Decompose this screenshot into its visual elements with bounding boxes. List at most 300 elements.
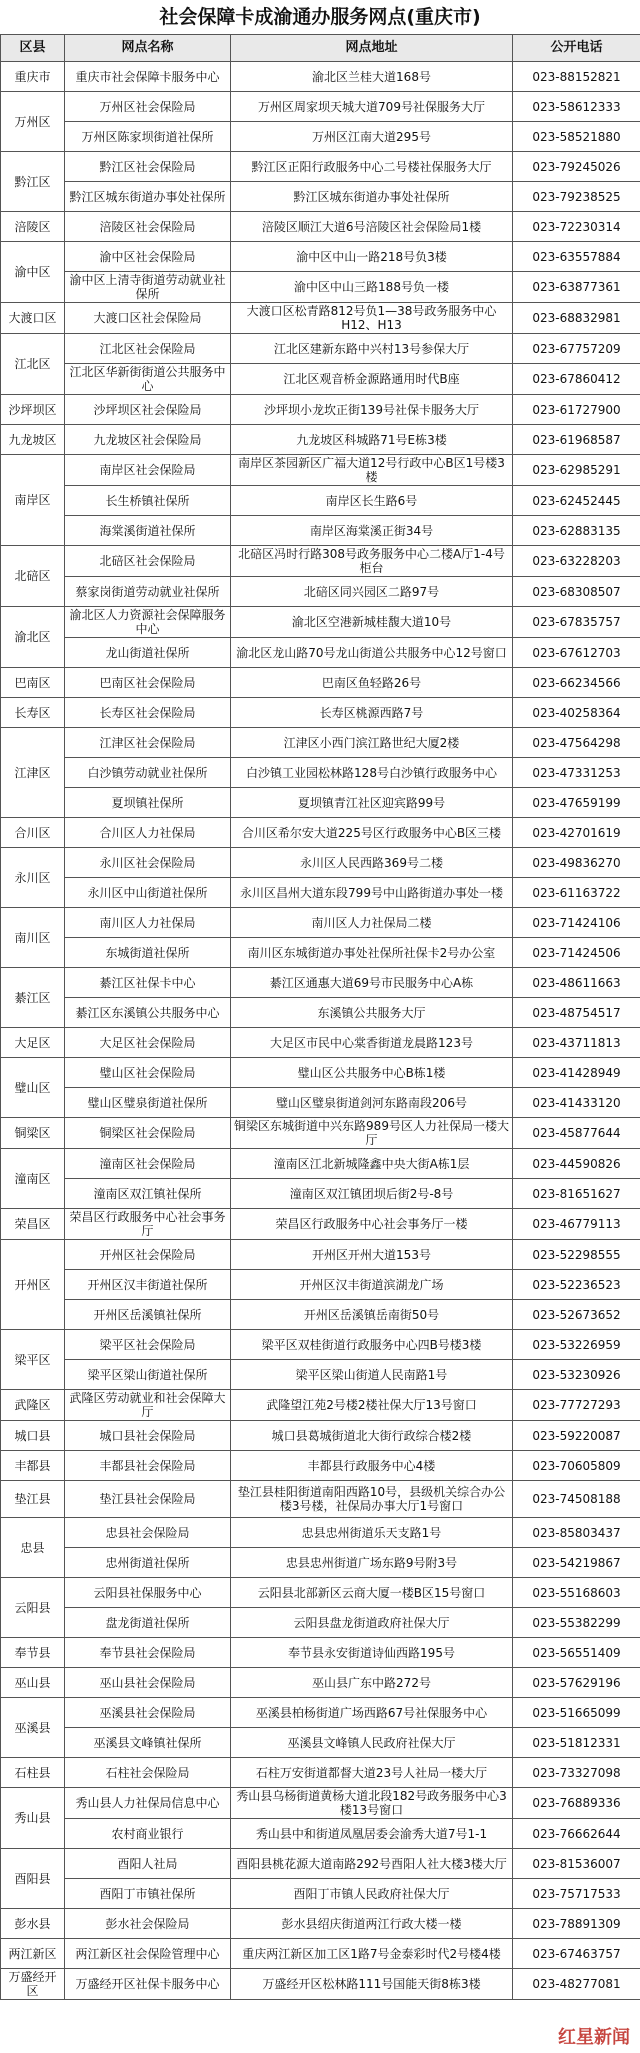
table-row — [1, 546, 640, 577]
cell-phone: 023-47564298 — [513, 728, 640, 758]
cell-outlet-name: 巴南区社会保险局 — [65, 668, 231, 698]
cell-district: 南川区 — [1, 908, 65, 968]
table-row — [1, 1390, 640, 1421]
cell-phone: 023-63557884 — [513, 242, 640, 272]
cell-outlet-address: 渝北区龙山路70号龙山街道公共服务中心12号窗口 — [231, 638, 513, 668]
table-row — [1, 1179, 640, 1209]
cell-district: 万盛经开区 — [1, 1969, 65, 2000]
cell-outlet-name: 忠县社会保险局 — [65, 1518, 231, 1548]
cell-district: 开州区 — [1, 1240, 65, 1330]
cell-outlet-name: 九龙坡区社会保险局 — [65, 425, 231, 455]
cell-district: 铜梁区 — [1, 1118, 65, 1149]
cell-outlet-address: 万州区周家坝天城大道709号社保服务大厅 — [231, 92, 513, 122]
cell-outlet-address: 奉节县永安街道诗仙西路195号 — [231, 1638, 513, 1668]
cell-phone: 023-67860412 — [513, 364, 640, 395]
table-row — [1, 1728, 640, 1758]
cell-district: 大渡口区 — [1, 303, 65, 334]
cell-outlet-address: 南岸区长生路6号 — [231, 486, 513, 516]
table-row — [1, 698, 640, 728]
cell-phone: 023-85803437 — [513, 1518, 640, 1548]
cell-phone: 023-55168603 — [513, 1578, 640, 1608]
cell-outlet-name: 璧山区社会保险局 — [65, 1058, 231, 1088]
cell-phone: 023-81536007 — [513, 1849, 640, 1879]
cell-outlet-name: 大渡口区社会保险局 — [65, 303, 231, 334]
table-row — [1, 122, 640, 152]
table-row — [1, 1300, 640, 1330]
cell-outlet-address: 南川区东城街道办事处社保所社保卡2号办公室 — [231, 938, 513, 968]
cell-phone: 023-63228203 — [513, 546, 640, 577]
table-row — [1, 1548, 640, 1578]
cell-phone: 023-47331253 — [513, 758, 640, 788]
cell-outlet-name: 城口县社会保险局 — [65, 1421, 231, 1451]
cell-outlet-name: 江北区华新街街道公共服务中心 — [65, 364, 231, 395]
cell-outlet-address: 江津区小西门滨江路世纪大厦2楼 — [231, 728, 513, 758]
cell-phone: 023-63877361 — [513, 272, 640, 303]
cell-outlet-name: 黔江区城东街道办事处社保所 — [65, 182, 231, 212]
cell-district: 酉阳县 — [1, 1849, 65, 1909]
cell-outlet-address: 武隆望江苑2号楼2楼社保大厅13号窗口 — [231, 1390, 513, 1421]
table-row — [1, 577, 640, 607]
cell-district: 奉节县 — [1, 1638, 65, 1668]
table-row — [1, 1270, 640, 1300]
cell-outlet-name: 璧山区璧泉街道社保所 — [65, 1088, 231, 1118]
cell-outlet-name: 酉阳人社局 — [65, 1849, 231, 1879]
cell-phone: 023-72230314 — [513, 212, 640, 242]
cell-phone: 023-73327098 — [513, 1758, 640, 1788]
table-row — [1, 395, 640, 425]
table-row — [1, 1421, 640, 1451]
cell-outlet-address: 彭水县绍庆街道两江行政大楼一楼 — [231, 1909, 513, 1939]
cell-district: 荣昌区 — [1, 1209, 65, 1240]
cell-outlet-address: 酉阳丁市镇人民政府社保大厅 — [231, 1879, 513, 1909]
cell-outlet-name: 万州区社会保险局 — [65, 92, 231, 122]
table-row — [1, 182, 640, 212]
table-row — [1, 1578, 640, 1608]
cell-district: 云阳县 — [1, 1578, 65, 1638]
table-row — [1, 1638, 640, 1668]
header-outlet-address: 网点地址 — [231, 35, 513, 62]
cell-outlet-name: 巫溪县文峰镇社保所 — [65, 1728, 231, 1758]
table-row — [1, 1969, 640, 2000]
table-row — [1, 1909, 640, 1939]
table-row — [1, 303, 640, 334]
cell-phone: 023-53226959 — [513, 1330, 640, 1360]
cell-outlet-name: 彭水社会保险局 — [65, 1909, 231, 1939]
cell-phone: 023-41428949 — [513, 1058, 640, 1088]
table-row — [1, 1758, 640, 1788]
cell-phone: 023-79245026 — [513, 152, 640, 182]
table-row — [1, 364, 640, 395]
cell-outlet-address: 北碚区同兴园区二路97号 — [231, 577, 513, 607]
cell-district: 城口县 — [1, 1421, 65, 1451]
cell-outlet-name: 荣昌区行政服务中心社会事务厅 — [65, 1209, 231, 1240]
cell-outlet-name: 万州区陈家坝街道社保所 — [65, 122, 231, 152]
cell-outlet-address: 铜梁区东城街道中兴东路989号区人力社保局一楼大厅 — [231, 1118, 513, 1149]
table-row — [1, 1698, 640, 1728]
cell-district: 潼南区 — [1, 1149, 65, 1209]
cell-outlet-address: 云阳县盘龙街道政府社保大厅 — [231, 1608, 513, 1638]
cell-outlet-address: 綦江区通惠大道69号市民服务中心A栋 — [231, 968, 513, 998]
cell-phone: 023-51665099 — [513, 1698, 640, 1728]
cell-outlet-address: 开州区开州大道153号 — [231, 1240, 513, 1270]
cell-outlet-name: 北碚区社会保险局 — [65, 546, 231, 577]
table-row — [1, 1849, 640, 1879]
cell-outlet-name: 万盛经开区社保卡服务中心 — [65, 1969, 231, 2000]
cell-phone: 023-59220087 — [513, 1421, 640, 1451]
cell-phone: 023-41433120 — [513, 1088, 640, 1118]
cell-outlet-address: 江北区观音桥金源路通用时代B座 — [231, 364, 513, 395]
cell-district: 巴南区 — [1, 668, 65, 698]
cell-outlet-address: 黔江区城东街道办事处社保所 — [231, 182, 513, 212]
table-row — [1, 938, 640, 968]
cell-outlet-name: 黔江区社会保险局 — [65, 152, 231, 182]
table-row — [1, 455, 640, 486]
cell-outlet-name: 龙山街道社保所 — [65, 638, 231, 668]
cell-phone: 023-40258364 — [513, 698, 640, 728]
table-row — [1, 1209, 640, 1240]
cell-outlet-name: 永川区中山街道社保所 — [65, 878, 231, 908]
table-row — [1, 1668, 640, 1698]
cell-phone: 023-67612703 — [513, 638, 640, 668]
cell-outlet-name: 南岸区社会保险局 — [65, 455, 231, 486]
cell-outlet-address: 梁平区梁山街道人民南路1号 — [231, 1360, 513, 1390]
cell-phone: 023-68308507 — [513, 577, 640, 607]
cell-outlet-address: 大足区市民中心棠香街道龙晨路123号 — [231, 1028, 513, 1058]
cell-outlet-address: 北碚区冯时行路308号政务服务中心二楼A厅1-4号柜台 — [231, 546, 513, 577]
cell-phone: 023-55382299 — [513, 1608, 640, 1638]
cell-outlet-address: 酉阳县桃花源大道南路292号酉阳人社大楼3楼大厅 — [231, 1849, 513, 1879]
cell-outlet-address: 南岸区茶园新区广福大道12号行政中心B区1号楼3楼 — [231, 455, 513, 486]
cell-district: 九龙坡区 — [1, 425, 65, 455]
cell-phone: 023-77727293 — [513, 1390, 640, 1421]
cell-phone: 023-79238525 — [513, 182, 640, 212]
cell-outlet-name: 丰都县社会保险局 — [65, 1451, 231, 1481]
cell-outlet-address: 南川区人力社保局二楼 — [231, 908, 513, 938]
table-row — [1, 92, 640, 122]
cell-district: 重庆市 — [1, 62, 65, 92]
cell-phone: 023-78891309 — [513, 1909, 640, 1939]
cell-outlet-address: 巫山县广东中路272号 — [231, 1668, 513, 1698]
cell-outlet-name: 垫江县社会保险局 — [65, 1481, 231, 1518]
table-row — [1, 1608, 640, 1638]
cell-phone: 023-70605809 — [513, 1451, 640, 1481]
cell-phone: 023-52298555 — [513, 1240, 640, 1270]
cell-district: 渝中区 — [1, 242, 65, 303]
cell-outlet-address: 云阳县北部新区云商大厦一楼B区15号窗口 — [231, 1578, 513, 1608]
cell-outlet-name: 渝中区上清寺街道劳动就业社保所 — [65, 272, 231, 303]
cell-outlet-name: 白沙镇劳动就业社保所 — [65, 758, 231, 788]
cell-outlet-address: 长寿区桃源西路7号 — [231, 698, 513, 728]
cell-outlet-name: 綦江区社保卡中心 — [65, 968, 231, 998]
cell-district: 垫江县 — [1, 1481, 65, 1518]
cell-outlet-address: 石柱万安街道都督大道23号人社局一楼大厅 — [231, 1758, 513, 1788]
table-row — [1, 1879, 640, 1909]
cell-outlet-address: 荣昌区行政服务中心社会事务厅一楼 — [231, 1209, 513, 1240]
table-row — [1, 848, 640, 878]
cell-district: 黔江区 — [1, 152, 65, 212]
cell-phone: 023-52673652 — [513, 1300, 640, 1330]
cell-outlet-address: 秀山县中和街道凤凰居委会渝秀大道7号1-1 — [231, 1819, 513, 1849]
cell-outlet-name: 长寿区社会保险局 — [65, 698, 231, 728]
cell-outlet-name: 渝中区社会保险局 — [65, 242, 231, 272]
cell-outlet-address: 南岸区海棠溪正街34号 — [231, 516, 513, 546]
cell-outlet-name: 长生桥镇社保所 — [65, 486, 231, 516]
cell-outlet-name: 南川区人力社保局 — [65, 908, 231, 938]
cell-outlet-name: 两江新区社会保险管理中心 — [65, 1939, 231, 1969]
cell-phone: 023-46779113 — [513, 1209, 640, 1240]
cell-phone: 023-76662644 — [513, 1819, 640, 1849]
cell-outlet-name: 沙坪坝区社会保险局 — [65, 395, 231, 425]
table-row — [1, 334, 640, 364]
cell-outlet-address: 夏坝镇青江社区迎宾路99号 — [231, 788, 513, 818]
cell-phone: 023-71424106 — [513, 908, 640, 938]
cell-phone: 023-54219867 — [513, 1548, 640, 1578]
cell-phone: 023-43711813 — [513, 1028, 640, 1058]
cell-phone: 023-57629196 — [513, 1668, 640, 1698]
cell-phone: 023-76889336 — [513, 1788, 640, 1819]
table-row — [1, 728, 640, 758]
cell-outlet-address: 东溪镇公共服务大厅 — [231, 998, 513, 1028]
table-row — [1, 1481, 640, 1518]
table-row — [1, 607, 640, 638]
cell-district: 永川区 — [1, 848, 65, 908]
cell-outlet-address: 合川区希尔安大道225号区行政服务中心B区三楼 — [231, 818, 513, 848]
cell-outlet-address: 九龙坡区科城路71号E栋3楼 — [231, 425, 513, 455]
header-district: 区县 — [1, 35, 65, 62]
cell-district: 两江新区 — [1, 1939, 65, 1969]
cell-phone: 023-58521880 — [513, 122, 640, 152]
cell-outlet-address: 江北区建新东路中兴村13号参保大厅 — [231, 334, 513, 364]
table-row — [1, 1149, 640, 1179]
cell-phone: 023-62452445 — [513, 486, 640, 516]
cell-phone: 023-61727900 — [513, 395, 640, 425]
table-row — [1, 908, 640, 938]
header-phone: 公开电话 — [513, 35, 640, 62]
cell-phone: 023-44590826 — [513, 1149, 640, 1179]
cell-district: 彭水县 — [1, 1909, 65, 1939]
cell-outlet-address: 永川区人民西路369号二楼 — [231, 848, 513, 878]
cell-district: 巫溪县 — [1, 1698, 65, 1758]
cell-district: 璧山区 — [1, 1058, 65, 1118]
table-row — [1, 1088, 640, 1118]
cell-phone: 023-53230926 — [513, 1360, 640, 1390]
cell-outlet-name: 铜梁区社会保险局 — [65, 1118, 231, 1149]
table-row — [1, 62, 640, 92]
cell-district: 南岸区 — [1, 455, 65, 546]
table-row — [1, 152, 640, 182]
cell-outlet-address: 万盛经开区松林路111号国能天街8栋3楼 — [231, 1969, 513, 2000]
cell-outlet-address: 渝北区兰桂大道168号 — [231, 62, 513, 92]
watermark-logo: 红星新闻 — [558, 2027, 630, 2048]
cell-phone: 023-48277081 — [513, 1969, 640, 2000]
table-row — [1, 1118, 640, 1149]
cell-phone: 023-75717533 — [513, 1879, 640, 1909]
cell-phone: 023-68832981 — [513, 303, 640, 334]
cell-outlet-name: 农村商业银行 — [65, 1819, 231, 1849]
cell-outlet-name: 盘龙街道社保所 — [65, 1608, 231, 1638]
table-row — [1, 212, 640, 242]
cell-outlet-name: 云阳县社保服务中心 — [65, 1578, 231, 1608]
cell-district: 涪陵区 — [1, 212, 65, 242]
cell-district: 綦江区 — [1, 968, 65, 1028]
cell-phone: 023-48754517 — [513, 998, 640, 1028]
cell-outlet-name: 开州区社会保险局 — [65, 1240, 231, 1270]
cell-district: 武隆区 — [1, 1390, 65, 1421]
table-row — [1, 1518, 640, 1548]
table-row — [1, 272, 640, 303]
cell-phone: 023-71424506 — [513, 938, 640, 968]
cell-outlet-name: 武隆区劳动就业和社会保障大厅 — [65, 1390, 231, 1421]
cell-outlet-name: 东城街道社保所 — [65, 938, 231, 968]
cell-district: 江北区 — [1, 334, 65, 395]
table-row — [1, 968, 640, 998]
cell-district: 巫山县 — [1, 1668, 65, 1698]
cell-outlet-name: 綦江区东溪镇公共服务中心 — [65, 998, 231, 1028]
cell-outlet-address: 巴南区鱼轻路26号 — [231, 668, 513, 698]
cell-district: 万州区 — [1, 92, 65, 152]
cell-phone: 023-67463757 — [513, 1939, 640, 1969]
cell-phone: 023-62985291 — [513, 455, 640, 486]
cell-phone: 023-42701619 — [513, 818, 640, 848]
table-row — [1, 516, 640, 546]
cell-outlet-name: 巫山县社会保险局 — [65, 1668, 231, 1698]
cell-outlet-name: 江北区社会保险局 — [65, 334, 231, 364]
cell-outlet-address: 开州区岳溪镇岳南街50号 — [231, 1300, 513, 1330]
cell-district: 秀山县 — [1, 1788, 65, 1849]
cell-outlet-address: 黔江区正阳行政服务中心二号楼社保服务大厅 — [231, 152, 513, 182]
cell-outlet-name: 涪陵区社会保险局 — [65, 212, 231, 242]
cell-outlet-address: 垫江县桂阳街道南阳西路10号，县级机关综合办公楼3号楼，社保局办事大厅1号窗口 — [231, 1481, 513, 1518]
cell-outlet-address: 渝中区中山三路188号负一楼 — [231, 272, 513, 303]
table-body — [1, 62, 640, 2000]
cell-phone: 023-52236523 — [513, 1270, 640, 1300]
table-row — [1, 1028, 640, 1058]
cell-phone: 023-58612333 — [513, 92, 640, 122]
cell-outlet-address: 大渡口区松青路812号负1—38号政务服务中心H12、H13 — [231, 303, 513, 334]
cell-outlet-address: 璧山区璧泉街道剑河东路南段206号 — [231, 1088, 513, 1118]
table-header-row — [1, 35, 640, 62]
table-row — [1, 758, 640, 788]
cell-outlet-address: 忠县忠州街道乐天支路1号 — [231, 1518, 513, 1548]
cell-phone: 023-88152821 — [513, 62, 640, 92]
cell-phone: 023-61163722 — [513, 878, 640, 908]
cell-outlet-name: 梁平区梁山街道社保所 — [65, 1360, 231, 1390]
cell-outlet-name: 江津区社会保险局 — [65, 728, 231, 758]
cell-phone: 023-48611663 — [513, 968, 640, 998]
table-row — [1, 788, 640, 818]
cell-outlet-name: 秀山县人力社保局信息中心 — [65, 1788, 231, 1819]
cell-phone: 023-51812331 — [513, 1728, 640, 1758]
cell-outlet-name: 潼南区双江镇社保所 — [65, 1179, 231, 1209]
cell-outlet-name: 夏坝镇社保所 — [65, 788, 231, 818]
cell-outlet-address: 涪陵区顺江大道6号涪陵区社会保险局1楼 — [231, 212, 513, 242]
table-row — [1, 1240, 640, 1270]
cell-outlet-name: 蔡家岗街道劳动就业社保所 — [65, 577, 231, 607]
cell-phone: 023-62883135 — [513, 516, 640, 546]
cell-outlet-name: 合川区人力社保局 — [65, 818, 231, 848]
cell-outlet-name: 奉节县社会保险局 — [65, 1638, 231, 1668]
cell-outlet-name: 酉阳丁市镇社保所 — [65, 1879, 231, 1909]
table-row — [1, 1451, 640, 1481]
cell-phone: 023-66234566 — [513, 668, 640, 698]
table-row — [1, 1939, 640, 1969]
cell-outlet-address: 永川区昌州大道东段799号中山路街道办事处一楼 — [231, 878, 513, 908]
cell-phone: 023-67757209 — [513, 334, 640, 364]
cell-district: 沙坪坝区 — [1, 395, 65, 425]
cell-outlet-name: 开州区岳溪镇社保所 — [65, 1300, 231, 1330]
table-row — [1, 878, 640, 908]
cell-outlet-name: 梁平区社会保险局 — [65, 1330, 231, 1360]
table-row — [1, 1788, 640, 1819]
table-row — [1, 998, 640, 1028]
service-outlets-table — [0, 34, 640, 2000]
table-row — [1, 1330, 640, 1360]
cell-district: 北碚区 — [1, 546, 65, 607]
cell-outlet-address: 重庆两江新区加工区1路7号金泰彩时代2号楼4楼 — [231, 1939, 513, 1969]
cell-outlet-name: 忠州街道社保所 — [65, 1548, 231, 1578]
header-outlet-name: 网点名称 — [65, 35, 231, 62]
cell-phone: 023-47659199 — [513, 788, 640, 818]
cell-phone: 023-81651627 — [513, 1179, 640, 1209]
cell-phone: 023-67835757 — [513, 607, 640, 638]
page-title: 社会保障卡成渝通办服务网点(重庆市) — [0, 0, 640, 34]
cell-outlet-address: 潼南区双江镇团坝后街2号-8号 — [231, 1179, 513, 1209]
cell-outlet-address: 渝北区空港新城桂馥大道10号 — [231, 607, 513, 638]
cell-outlet-name: 海棠溪街道社保所 — [65, 516, 231, 546]
cell-outlet-name: 重庆市社会保障卡服务中心 — [65, 62, 231, 92]
cell-district: 合川区 — [1, 818, 65, 848]
cell-outlet-address: 秀山县乌杨街道黄杨大道北段182号政务服务中心3楼13号窗口 — [231, 1788, 513, 1819]
cell-district: 渝北区 — [1, 607, 65, 668]
table-row — [1, 818, 640, 848]
cell-outlet-address: 万州区江南大道295号 — [231, 122, 513, 152]
cell-phone: 023-61968587 — [513, 425, 640, 455]
cell-outlet-name: 渝北区人力资源社会保障服务中心 — [65, 607, 231, 638]
cell-phone: 023-45877644 — [513, 1118, 640, 1149]
cell-outlet-address: 璧山区公共服务中心B栋1楼 — [231, 1058, 513, 1088]
cell-district: 丰都县 — [1, 1451, 65, 1481]
cell-outlet-name: 巫溪县社会保险局 — [65, 1698, 231, 1728]
cell-district: 梁平区 — [1, 1330, 65, 1390]
cell-outlet-address: 梁平区双桂街道行政服务中心四B号楼3楼 — [231, 1330, 513, 1360]
cell-district: 石柱县 — [1, 1758, 65, 1788]
cell-outlet-name: 石柱社会保险局 — [65, 1758, 231, 1788]
cell-outlet-address: 沙坪坝小龙坎正街139号社保卡服务大厅 — [231, 395, 513, 425]
table-row — [1, 242, 640, 272]
cell-phone: 023-49836270 — [513, 848, 640, 878]
table-row — [1, 425, 640, 455]
cell-phone: 023-56551409 — [513, 1638, 640, 1668]
table-row — [1, 1360, 640, 1390]
cell-outlet-address: 白沙镇工业园松林路128号白沙镇行政服务中心 — [231, 758, 513, 788]
cell-outlet-name: 潼南区社会保险局 — [65, 1149, 231, 1179]
cell-outlet-address: 忠县忠州街道广场东路9号附3号 — [231, 1548, 513, 1578]
cell-outlet-address: 巫溪县柏杨街道广场西路67号社保服务中心 — [231, 1698, 513, 1728]
cell-phone: 023-74508188 — [513, 1481, 640, 1518]
cell-outlet-address: 开州区汉丰街道滨湖龙广场 — [231, 1270, 513, 1300]
table-row — [1, 1819, 640, 1849]
cell-outlet-name: 大足区社会保险局 — [65, 1028, 231, 1058]
cell-district: 江津区 — [1, 728, 65, 818]
table-row — [1, 668, 640, 698]
cell-outlet-address: 城口县葛城街道北大街行政综合楼2楼 — [231, 1421, 513, 1451]
cell-outlet-name: 永川区社会保险局 — [65, 848, 231, 878]
cell-district: 长寿区 — [1, 698, 65, 728]
cell-district: 忠县 — [1, 1518, 65, 1578]
table-row — [1, 638, 640, 668]
cell-outlet-address: 丰都县行政服务中心4楼 — [231, 1451, 513, 1481]
cell-outlet-address: 渝中区中山一路218号负3楼 — [231, 242, 513, 272]
